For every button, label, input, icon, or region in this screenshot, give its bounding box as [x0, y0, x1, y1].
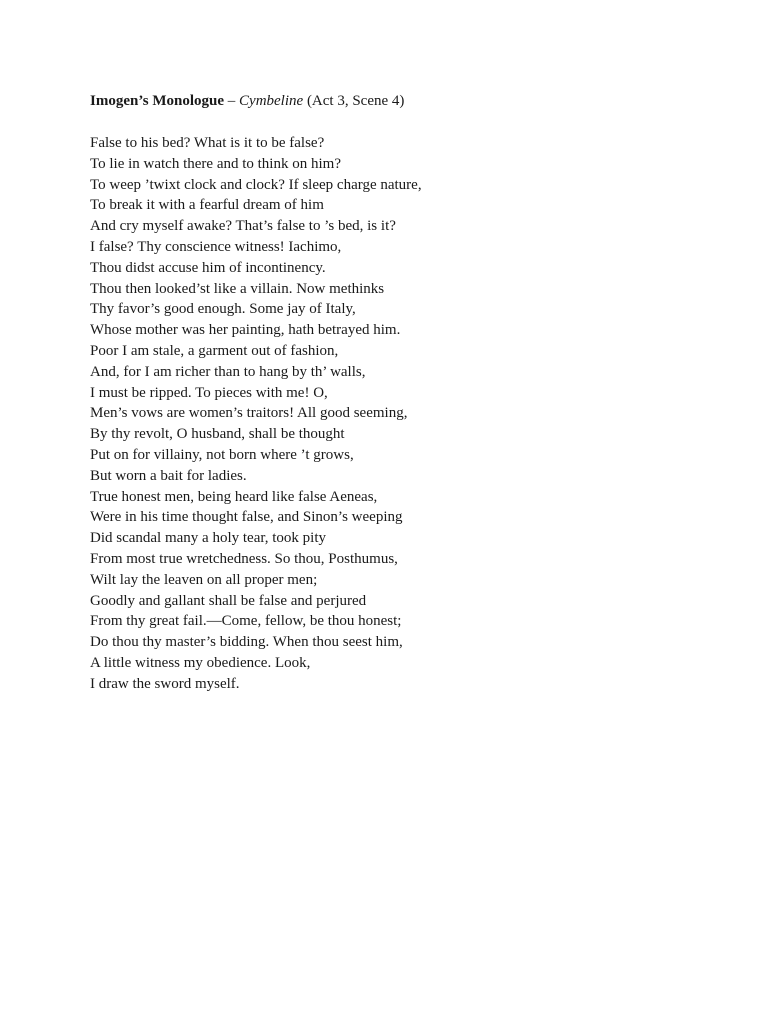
monologue-line: True honest men, being heard like false Aeneas,	[90, 488, 378, 505]
monologue-line: A little witness my obedience. Look,	[90, 654, 311, 671]
monologue-text	[90, 133, 710, 695]
monologue-line: And, for I am richer than to hang by th’ walls,	[90, 363, 366, 380]
monologue-line: And cry myself awake? That’s false to ’s bed, is it?	[90, 218, 396, 235]
title-play-name: Cymbeline	[239, 93, 304, 109]
monologue-line: Thou didst accuse him of incontinency.	[90, 259, 326, 276]
monologue-line: Wilt lay the leaven on all proper men;	[90, 571, 318, 588]
document-page	[90, 91, 710, 695]
title-dash: –	[224, 93, 240, 109]
monologue-line: Did scandal many a holy tear, took pity	[90, 530, 327, 547]
monologue-line: To weep ’twixt clock and clock? If sleep charge nature,	[90, 176, 422, 193]
monologue-line: False to his bed? What is it to be false?	[90, 135, 325, 151]
monologue-line: I draw the sword myself.	[90, 675, 240, 692]
monologue-line: Men’s vows are women’s traitors! All good seeming,	[90, 405, 408, 422]
monologue-line: Do thou thy master’s bidding. When thou seest him,	[90, 634, 403, 651]
monologue-line: Goodly and gallant shall be false and perjured	[90, 592, 367, 609]
monologue-line: Whose mother was her painting, hath betrayed him.	[90, 322, 401, 339]
title-heading: Imogen’s Monologue	[90, 93, 225, 109]
document-title	[90, 91, 710, 111]
monologue-line: Put on for villainy, not born where ’t grows,	[90, 446, 354, 463]
monologue-line: Were in his time thought false, and Sinon’s weeping	[90, 509, 403, 526]
monologue-line: Poor I am stale, a garment out of fashion,	[90, 342, 339, 359]
monologue-line: To lie in watch there and to think on him?	[90, 155, 341, 172]
monologue-line: By thy revolt, O husband, shall be thought	[90, 426, 345, 443]
monologue-line: I must be ripped. To pieces with me! O,	[90, 384, 328, 401]
title-scene: (Act 3, Scene 4)	[303, 93, 405, 109]
monologue-line: Thy favor’s good enough. Some jay of Italy,	[90, 301, 356, 318]
monologue-line: From most true wretchedness. So thou, Posthumus,	[90, 550, 398, 567]
monologue-line: Thou then looked’st like a villain. Now methinks	[90, 280, 385, 297]
monologue-line: To break it with a fearful dream of him	[90, 197, 324, 214]
monologue-line: From thy great fail.—Come, fellow, be thou honest;	[90, 613, 402, 630]
monologue-line: I false? Thy conscience witness! Iachimo,	[90, 238, 342, 255]
monologue-line: But worn a bait for ladies.	[90, 467, 247, 484]
